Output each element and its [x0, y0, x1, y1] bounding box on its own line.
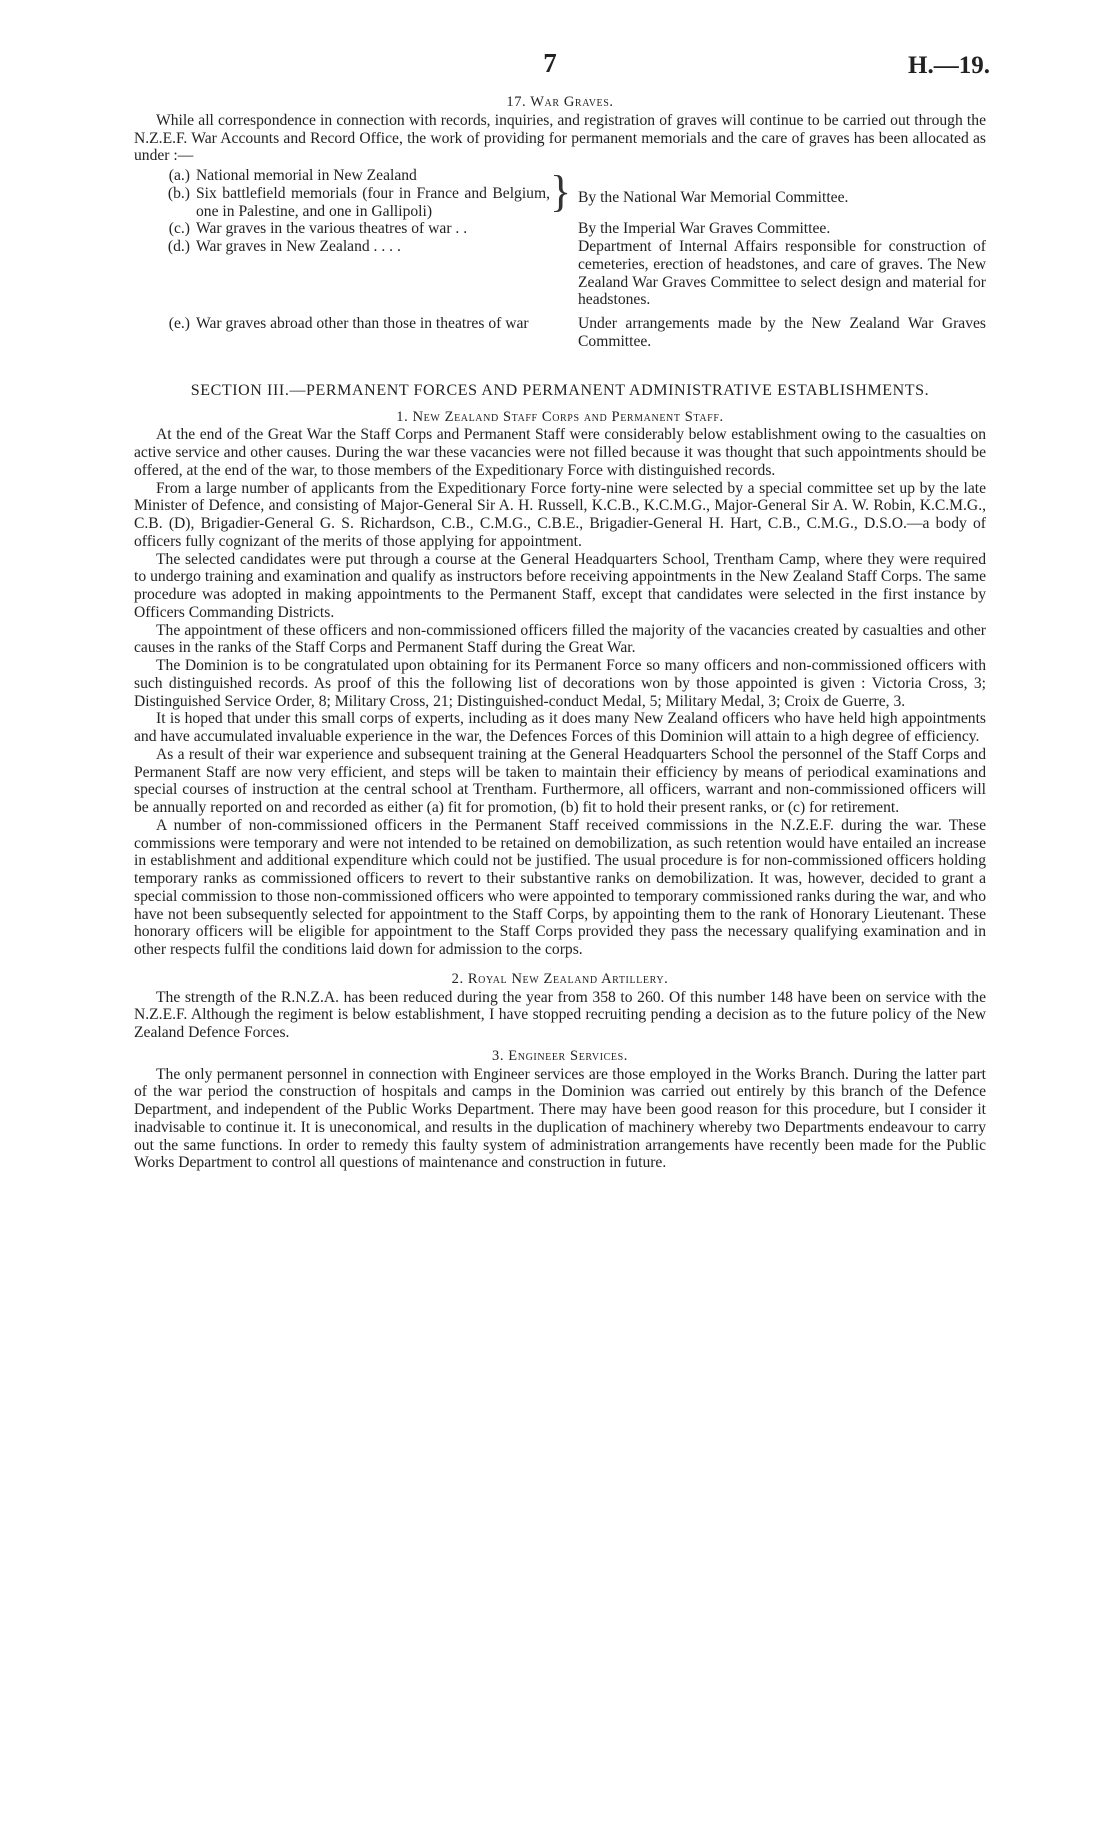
- row-item: Six battlefield memorials (four in France and Belgium, one in Palestine, and one in Gallipoli): [196, 184, 550, 220]
- brace-icon: }: [550, 167, 572, 216]
- paragraph: The Dominion is to be congratulated upon obtaining for its Permanent Force so many officers and non-commissioned officers with such distinguished records. As proof of this the following list of decorations won by those appointed is given : Victoria Cross, 3; Distinguished Service Order, 8; Military Cross, 21; Distinguished-conduct Medal, 5; Military Medal, 3; Croix de Guerre, 3.: [134, 657, 986, 710]
- row-responsible: By the National War Memorial Committee.: [578, 189, 849, 206]
- paragraph: The only permanent personnel in connection with Engineer services are those employed in the Works Branch. During the latter part of the war period the construction of hospitals and camps in the Dominion was carried out entirely by this branch of the Defence Department, and independent of the Public Works Department. There may have been good reason for this procedure, but I consider it inadvisable to continue it. It is uneconomical, and results in the duplication of machinery whereby two Departments endeavour to carry out the same functions. In order to remedy this faulty system of administration arrangements have recently been made for the Public Works Department to control all questions of maintenance and construction in future.: [134, 1065, 986, 1172]
- paragraph: The selected candidates were put through a course at the General Headquarters School, Trentham Camp, where they were required to undergo training and examination and qualify as instructors before receiving appointments in the New Zealand Staff Corps. The same procedure was adopted in making appointments to the Permanent Staff, except that candidates were selected in the first instance by Officers Commanding Districts.: [134, 550, 986, 621]
- table-row: [134, 315, 986, 351]
- table-row: [134, 220, 986, 238]
- war-graves-table: [134, 167, 986, 351]
- war-graves-heading: 17. War Graves.: [506, 94, 614, 110]
- row-item: War graves abroad other than those in theatres of war: [196, 315, 529, 332]
- row-item: National memorial in New Zealand: [196, 167, 417, 184]
- row-responsible: Under arrangements made by the New Zealand War Graves Committee.: [578, 315, 986, 350]
- page-body: [134, 94, 986, 1172]
- section-heading: SECTION III.—PERMANENT FORCES AND PERMANENT ADMINISTRATIVE ESTABLISHMENTS.: [190, 381, 930, 399]
- row-label: (d.): [167, 238, 190, 255]
- row-responsible: Department of Internal Affairs responsible for construction of cemeteries, erection of headstones, and care of graves. The New Zealand War Graves Committee to select design and material for headstones.: [578, 238, 986, 309]
- row-label: (e.): [168, 315, 190, 332]
- row-responsible: By the Imperial War Graves Committee.: [578, 220, 831, 238]
- subsection-heading: 3. Engineer Services.: [491, 1047, 629, 1064]
- brace-cell: [550, 167, 578, 220]
- paragraph: The strength of the R.N.Z.A. has been reduced during the year from 358 to 260. Of this number 148 have been on service with the N.Z.E.F. Although the regiment is below establishment, I have stopped recruiting pending a decision as to the future policy of the New Zealand Defence Forces.: [134, 988, 986, 1041]
- subsection-heading: 2. Royal New Zealand Artillery.: [451, 970, 669, 987]
- row-label: (a.): [168, 167, 190, 184]
- row-item: War graves in New Zealand . . . .: [196, 238, 401, 255]
- paragraph: At the end of the Great War the Staff Corps and Permanent Staff were considerably below establishment owing to the casualties on active service and other causes. During the war these vacancies were not filled because it was thought that such appointments should be offered, at the end of the war, to those members of the Expeditionary Force with distinguished records.: [134, 426, 986, 479]
- document-reference: H.—19.: [908, 52, 990, 79]
- paragraph: It is hoped that under this small corps of experts, including as it does many New Zealand officers who have held high appointments and have accumulated invaluable experience in the war, the Defences Forces of this Dominion will attain to a high degree of efficiency.: [134, 710, 986, 745]
- row-label: (c.): [168, 220, 190, 238]
- row-label: (b.): [167, 184, 190, 202]
- paragraph: A number of non-commissioned officers in the Permanent Staff received commissions in the N.Z.E.F. during the war. These commissions were temporary and were not intended to be retained on demobilization, as such retention would have entailed an increase in establishment and additional expenditure which could not be justified. The usual procedure is for non-commissioned officers holding temporary ranks as commissioned officers to revert to their substantive ranks on demobilization. It was, however, decided to grant a special commission to those non-commissioned officers who were appointed to temporary commissioned ranks during the war, and who have not been subsequently selected for appointment to the Staff Corps, by appointing them to the rank of Honorary Lieutenant. These honorary officers will be eligible for appointment to the Staff Corps provided they pass the necessary qualifying examination and in other respects fulfil the conditions laid down for admission to the corps.: [134, 816, 986, 958]
- subsection-heading: 1. New Zealand Staff Corps and Permanent Staff.: [396, 408, 724, 425]
- table-row: [134, 238, 986, 315]
- war-graves-intro: While all correspondence in connection with records, inquiries, and registration of graves will continue to be carried out through the N.Z.E.F. War Accounts and Record Office, the work of providing for permanent memorials and the care of graves has been allocated as under :—: [134, 111, 986, 165]
- row-item: War graves in the various theatres of war . .: [196, 220, 468, 238]
- paragraph: As a result of their war experience and subsequent training at the General Headquarters School the personnel of the Staff Corps and Permanent Staff are now very efficient, and steps will be taken to maintain their efficiency by means of periodical examinations and special courses of instruction at the central school at Trentham. Furthermore, all officers, warrant and non-commissioned officers will be annually reported on and recorded as either (a) fit for promotion, (b) fit to hold their present ranks, or (c) for retirement.: [134, 745, 986, 816]
- page-number: 7: [543, 48, 557, 78]
- table-row: [134, 167, 986, 185]
- paragraph: From a large number of applicants from the Expeditionary Force forty-nine were selected by a special committee set up by the late Minister of Defence, and consisting of Major-General Sir A. H. Russell, K.C.B., K.C.M.G., Major-General Sir A. W. Robin, K.C.M.G., C.B. (D), Brigadier-General G. S. Richardson, C.B., C.M.G., C.B.E., Brigadier-General H. Hart, C.B., C.M.G., D.S.O.—a body of officers fully cognizant of the merits of those applying for appointment.: [134, 479, 986, 550]
- paragraph: The appointment of these officers and non-commissioned officers filled the majority of the vacancies created by casualties and other causes in the ranks of the Staff Corps and Permanent Staff during the Great War.: [134, 621, 986, 657]
